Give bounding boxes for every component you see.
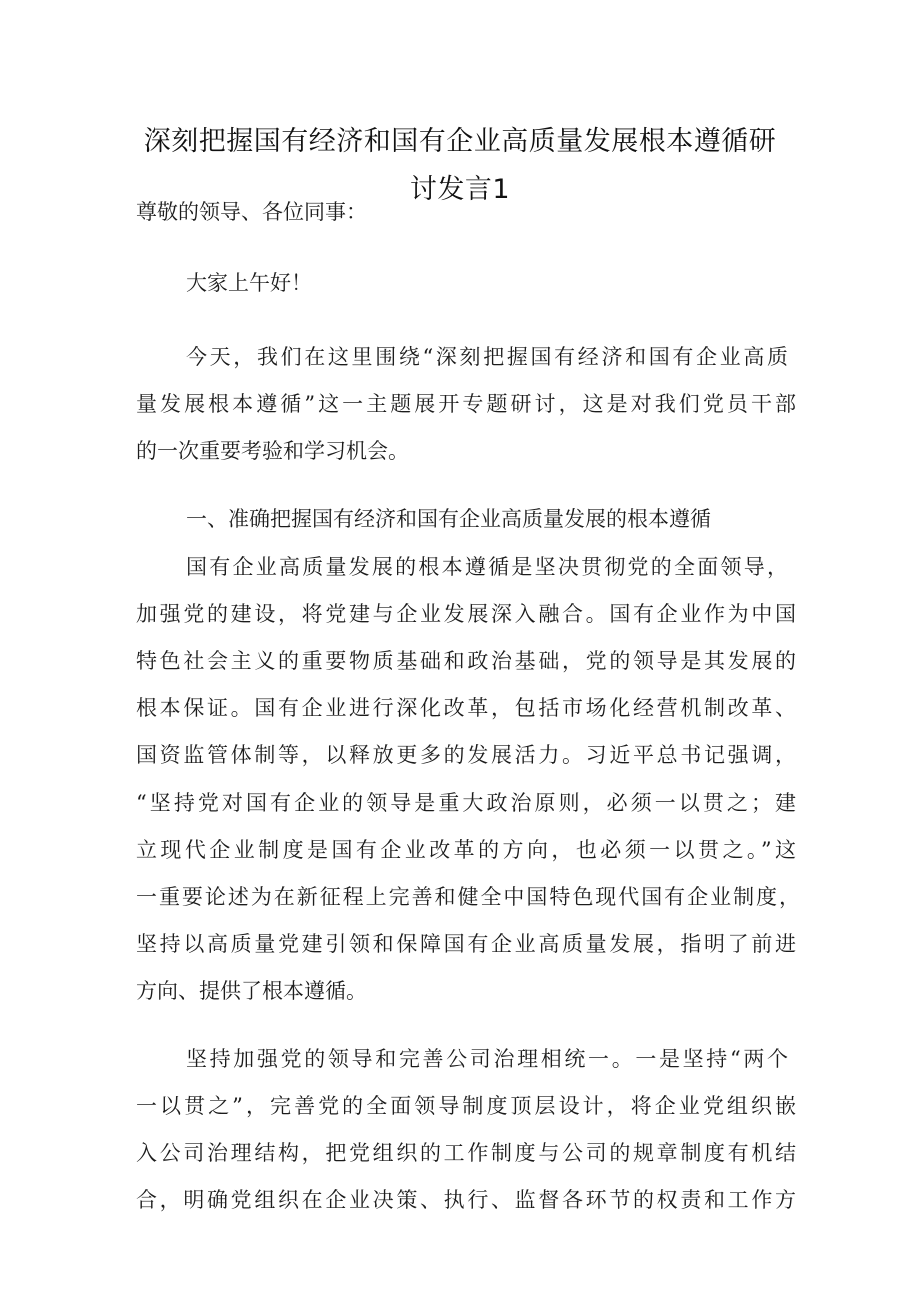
paragraph-line: 方向、提供了根本遵循。 — [136, 979, 367, 1003]
salutation: 尊敬的领导、各位同事： — [136, 200, 367, 224]
paragraph-line: “坚持党对国有企业的领导是重大政治原则，必须一以贯之；建 — [136, 791, 796, 815]
paragraph-line: 量发展根本遵循”这一主题展开专题研讨，这是对我们党员干部 — [136, 392, 796, 416]
paragraph-line: 的一次重要考验和学习机会。 — [136, 439, 409, 463]
document-title-line-2: 讨发言1 — [409, 174, 511, 205]
section-heading: 一、准确把握国有经济和国有企业高质量发展的根本遵循 — [186, 507, 711, 531]
paragraph-line: 坚持以高质量党建引领和保障国有企业高质量发展，指明了前进 — [136, 932, 796, 956]
paragraph-line: 入公司治理结构，把党组织的工作制度与公司的规章制度有机结 — [136, 1141, 796, 1165]
paragraph-line: 加强党的建设，将党建与企业发展深入融合。国有企业作为中国 — [136, 602, 796, 626]
paragraph-line: 合，明确党组织在企业决策、执行、监督各环节的权责和工作方 — [136, 1188, 796, 1212]
paragraph-line: 立现代企业制度是国有企业改革的方向，也必须一以贯之。”这 — [136, 838, 796, 862]
paragraph-line: 国资监管体制等，以释放更多的发展活力。习近平总书记强调， — [136, 743, 796, 767]
paragraph-line: 坚持加强党的领导和完善公司治理相统一。一是坚持“两个 — [186, 1047, 788, 1071]
paragraph-line: 一以贯之”，完善党的全面领导制度顶层设计，将企业党组织嵌 — [136, 1094, 796, 1118]
paragraph-line: 一重要论述为在新征程上完善和健全中国特色现代国有企业制度， — [136, 885, 800, 909]
paragraph-line: 国有企业高质量发展的根本遵循是坚决贯彻党的全面领导， — [186, 555, 788, 579]
greeting: 大家上午好！ — [186, 271, 312, 295]
paragraph-line: 今天，我们在这里围绕“深刻把握国有经济和国有企业高质 — [186, 345, 788, 369]
paragraph-line: 特色社会主义的重要物质基础和政治基础，党的领导是其发展的 — [136, 649, 796, 673]
document-title-line-1: 深刻把握国有经济和国有企业高质量发展根本遵循研 — [143, 126, 777, 157]
paragraph-line: 根本保证。国有企业进行深化改革，包括市场化经营机制改革、 — [136, 696, 796, 720]
